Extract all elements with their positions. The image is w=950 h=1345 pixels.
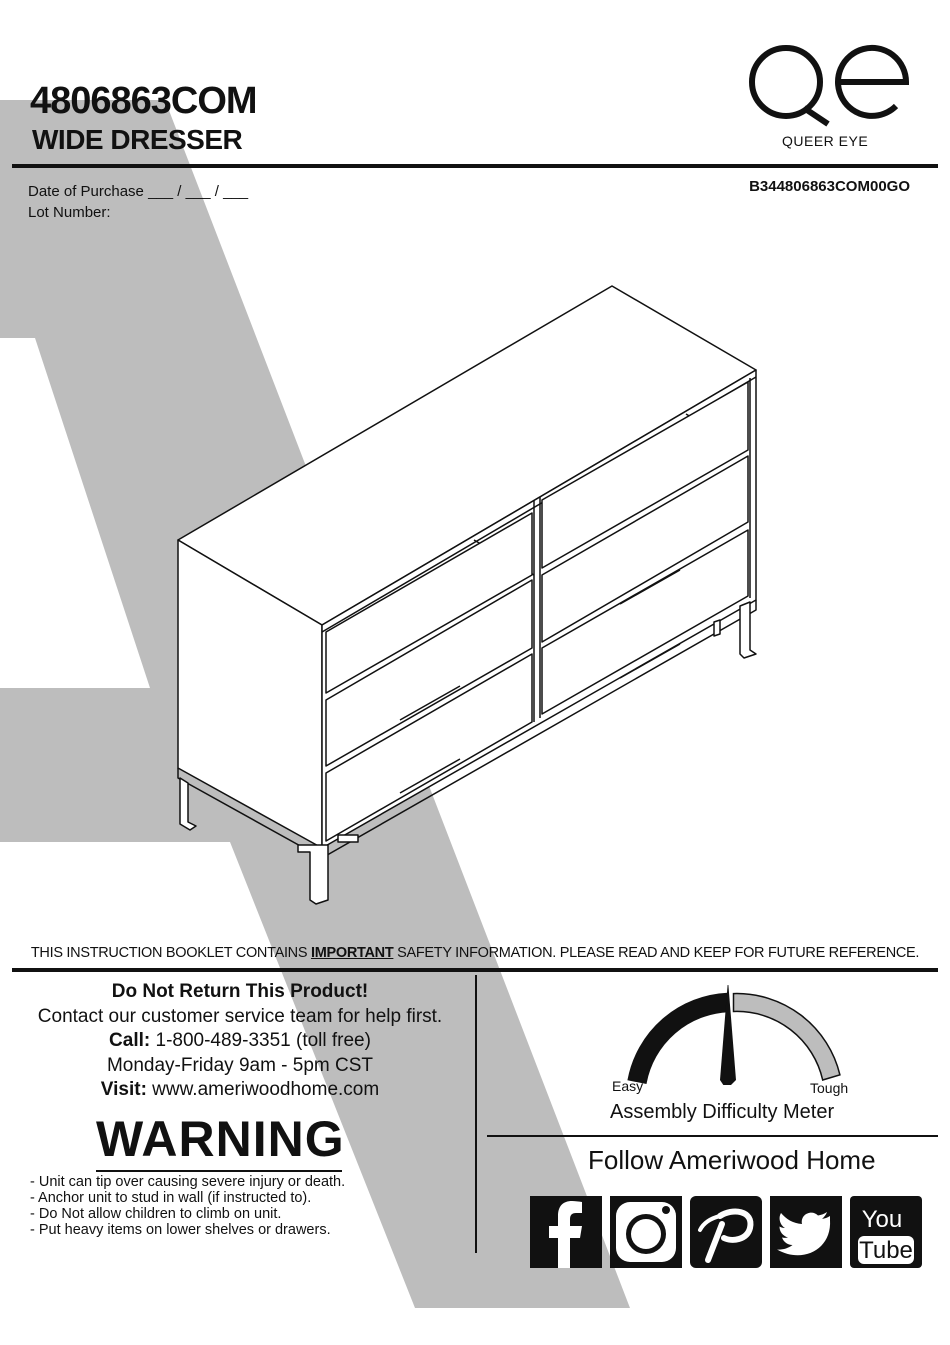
contact-heading: Do Not Return This Product! bbox=[111, 981, 369, 1002]
vertical-divider bbox=[475, 975, 477, 1253]
youtube-tube-text: Tube bbox=[859, 1237, 913, 1264]
instagram-icon[interactable] bbox=[610, 1196, 682, 1268]
contact-block bbox=[20, 980, 460, 1103]
product-name: WIDE DRESSER bbox=[32, 124, 243, 155]
dresser-illustration bbox=[170, 280, 770, 910]
difficulty-meter bbox=[606, 985, 852, 1085]
warning-item: - Unit can tip over causing severe injury or death. bbox=[30, 1174, 346, 1190]
notice-suffix: SAFETY INFORMATION. PLEASE READ AND KEEP FOR FUTURE REFERENCE. bbox=[393, 945, 920, 961]
header-rule bbox=[12, 164, 938, 168]
meter-caption: Assembly Difficulty Meter bbox=[610, 1101, 835, 1123]
youtube-you-text: You bbox=[861, 1206, 903, 1233]
twitter-icon[interactable] bbox=[770, 1196, 842, 1268]
section-rule bbox=[12, 968, 938, 972]
logo-text: QUEER EYE bbox=[782, 133, 869, 149]
warning-item: - Anchor unit to stud in wall (if instructed to). bbox=[30, 1190, 312, 1206]
warning-item: - Put heavy items on lower shelves or drawers. bbox=[30, 1222, 331, 1238]
safety-notice bbox=[0, 945, 950, 961]
barcode-code: B344806863COM00GO bbox=[749, 178, 910, 195]
website-link[interactable]: www.ameriwoodhome.com bbox=[146, 1079, 380, 1100]
contact-hours: Monday-Friday 9am - 5pm CST bbox=[106, 1054, 374, 1076]
contact-line: Contact our customer service team for help first. bbox=[37, 1005, 443, 1027]
meter-easy-label: Easy bbox=[612, 1078, 644, 1094]
follow-heading: Follow Ameriwood Home bbox=[588, 1145, 876, 1175]
social-rule bbox=[487, 1135, 938, 1137]
notice-prefix: THIS INSTRUCTION BOOKLET CONTAINS bbox=[30, 945, 311, 961]
lot-number: Lot Number: bbox=[28, 204, 111, 221]
contact-visit bbox=[20, 1078, 460, 1103]
visit-label: Visit: bbox=[100, 1079, 147, 1100]
date-of-purchase: Date of Purchase ___ / ___ / ___ bbox=[28, 183, 249, 200]
notice-emphasis: IMPORTANT bbox=[310, 945, 394, 961]
model-number: 4806863COM bbox=[30, 80, 257, 122]
meter-tough-label: Tough bbox=[810, 1080, 849, 1096]
queer-eye-logo bbox=[748, 44, 914, 130]
contact-call bbox=[20, 1029, 460, 1054]
facebook-icon[interactable] bbox=[530, 1196, 602, 1268]
warning-item: - Do Not allow children to climb on unit. bbox=[30, 1206, 282, 1222]
warning-rule bbox=[96, 1170, 342, 1172]
pinterest-icon[interactable] bbox=[690, 1196, 762, 1268]
call-label: Call: bbox=[109, 1030, 151, 1051]
warning-list bbox=[30, 1174, 345, 1238]
warning-title: WARNING bbox=[96, 1111, 345, 1167]
youtube-icon[interactable] bbox=[850, 1196, 922, 1268]
phone-number: 1-800-489-3351 (toll free) bbox=[150, 1030, 371, 1051]
